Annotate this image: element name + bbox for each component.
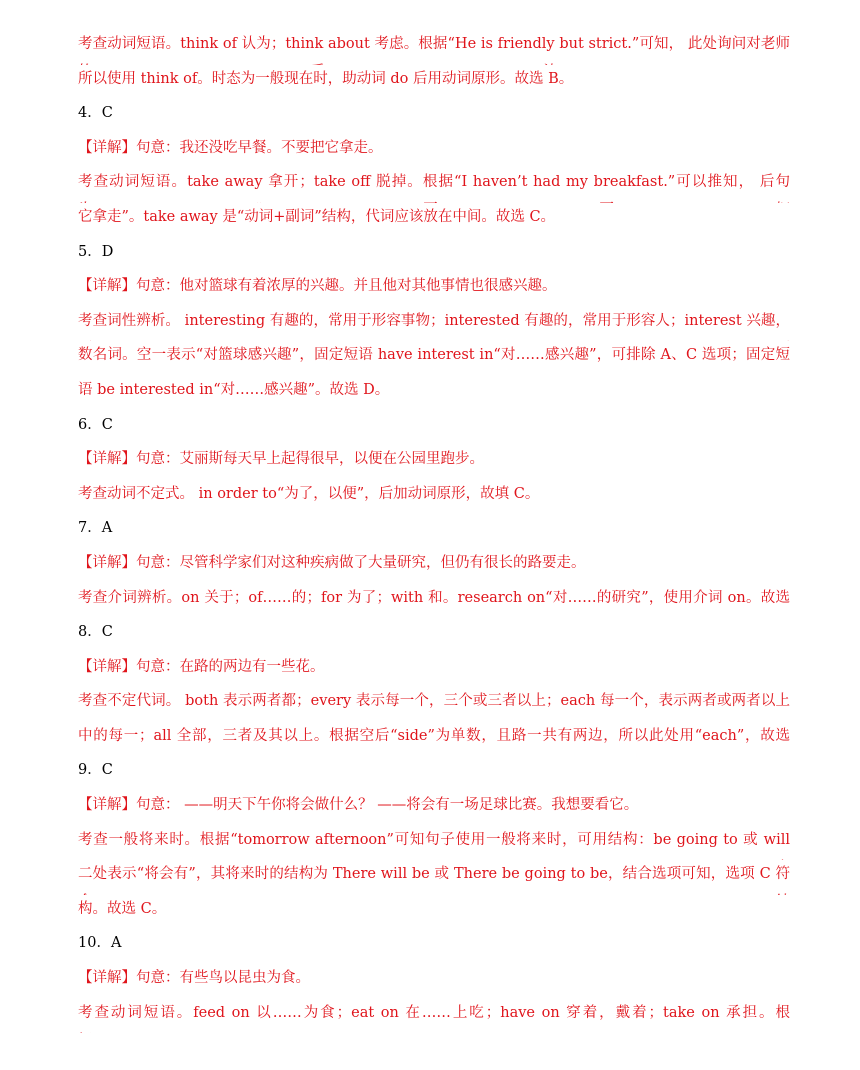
analysis-line: 所以使用 think of。时态为一般现在时，助动词 do 后用动词原形。故选 B。 — [78, 70, 574, 87]
explanation-line — [78, 964, 790, 999]
question-number — [78, 618, 790, 653]
explanation-line — [78, 549, 790, 584]
explanation-tag: 【详解】 — [78, 139, 136, 156]
analysis-line: 考查动词短语。feed on 以……为食；eat on 在……上吃；have on 穿着，戴着；take on 承担。根 — [78, 1004, 790, 1021]
question-number — [78, 411, 790, 446]
explanation-tag: 【详解】 — [78, 554, 136, 571]
explanation-line — [78, 134, 790, 169]
question-number — [78, 514, 790, 549]
analysis-line: 考查词性辨析。 interesting 有趣的，常用于形容事物；interested 有趣的，常用于形容人；interest 兴趣， — [78, 312, 790, 329]
explanation-text: 句意： ——明天下午你将会做什么？ ——将会有一场足球比赛。我想要看它。 — [136, 797, 639, 814]
analysis-line: 考查不定代词。 both 表示两者都；every 表示每一个，三个或三者以上；each 每一个，表示两者或两者以上 — [78, 693, 790, 710]
analysis-line: 二处表示“将会有”，其将来时的结构为 There will be 或 There be going to be，结合选项可知，选项 C 符 — [78, 866, 790, 883]
explanation-tag: 【详解】 — [78, 278, 136, 295]
explanation-text: 句意：我还没吃早餐。不要把它拿走。 — [136, 139, 383, 156]
analysis-line: 考查动词不定式。 in order to“为了，以便”，后加动词原形，故填 C。 — [78, 485, 540, 502]
explanation-line — [78, 653, 790, 688]
question-answer-label: 8．C — [78, 624, 113, 641]
explanation-tag: 【详解】 — [78, 451, 136, 468]
analysis-line: 考查动词短语。think of 认为；think about 考虑。根据“He is friendly but strict.”可知， 此处询问对老师 — [78, 36, 790, 52]
analysis-line: 中的每一；all 全部，三者及其以上。根据空后“side”为单数，且路一共有两边，所以此处用“each”，故选 — [78, 727, 790, 744]
analysis-line: 语 be interested in“对……感兴趣”。故选 D。 — [78, 381, 390, 398]
explanation-text: 句意：有些鸟以昆虫为食。 — [136, 970, 310, 987]
analysis-line: 考查动词短语。take away 拿开；take off 脱掉。根据“I haven’t had my breakfast.”可以推知， 后句 — [78, 174, 790, 191]
explanation-tag: 【详解】 — [78, 797, 136, 814]
explanation-tag: 【详解】 — [78, 970, 136, 987]
explanation-tag: 【详解】 — [78, 658, 136, 675]
analysis-line: 构。故选 C。 — [78, 900, 167, 917]
explanation-line — [78, 445, 790, 480]
analysis-line: 数名词。空一表示“对篮球感兴趣”，固定短语 have interest in“对……感兴趣”，可排除 A、C 选项；固定短 — [78, 347, 790, 364]
explanation-text: 句意：尽管科学家们对这种疾病做了大量研究，但仍有很长的路要走。 — [136, 554, 586, 571]
explanation-text: 句意：在路的两边有一些花。 — [136, 658, 325, 675]
question-answer-label: 5．D — [78, 243, 114, 260]
explanation-line — [78, 791, 790, 826]
answer-explanation-page — [78, 30, 790, 1033]
question-answer-label: 7．A — [78, 520, 113, 537]
question-answer-label: 6．C — [78, 416, 113, 433]
question-answer-label: 10．A — [78, 935, 122, 952]
question-number — [78, 756, 790, 791]
question-answer-label: 4．C — [78, 105, 113, 122]
analysis-line: 它拿走”。take away 是“动词+副词”结构，代词应该放在中间。故选 C。 — [78, 208, 556, 225]
explanation-text: 句意：他对篮球有着浓厚的兴趣。并且他对其他事情也很感兴趣。 — [136, 278, 557, 295]
analysis-line: 考查介词辨析。on 关于；of……的；for 为了；with 和。research on“对……的研究”，使用介词 on。故选 — [78, 589, 790, 606]
question-number — [78, 99, 790, 134]
question-number — [78, 929, 790, 964]
question-number — [78, 238, 790, 273]
explanation-text: 句意：艾丽斯每天早上起得很早，以便在公园里跑步。 — [136, 451, 484, 468]
explanation-line — [78, 272, 790, 307]
question-answer-label: 9．C — [78, 762, 113, 779]
analysis-line: 考查一般将来时。根据“tomorrow afternoon”可知句子使用一般将来时，可用结构：be going to 或 will — [78, 831, 790, 848]
